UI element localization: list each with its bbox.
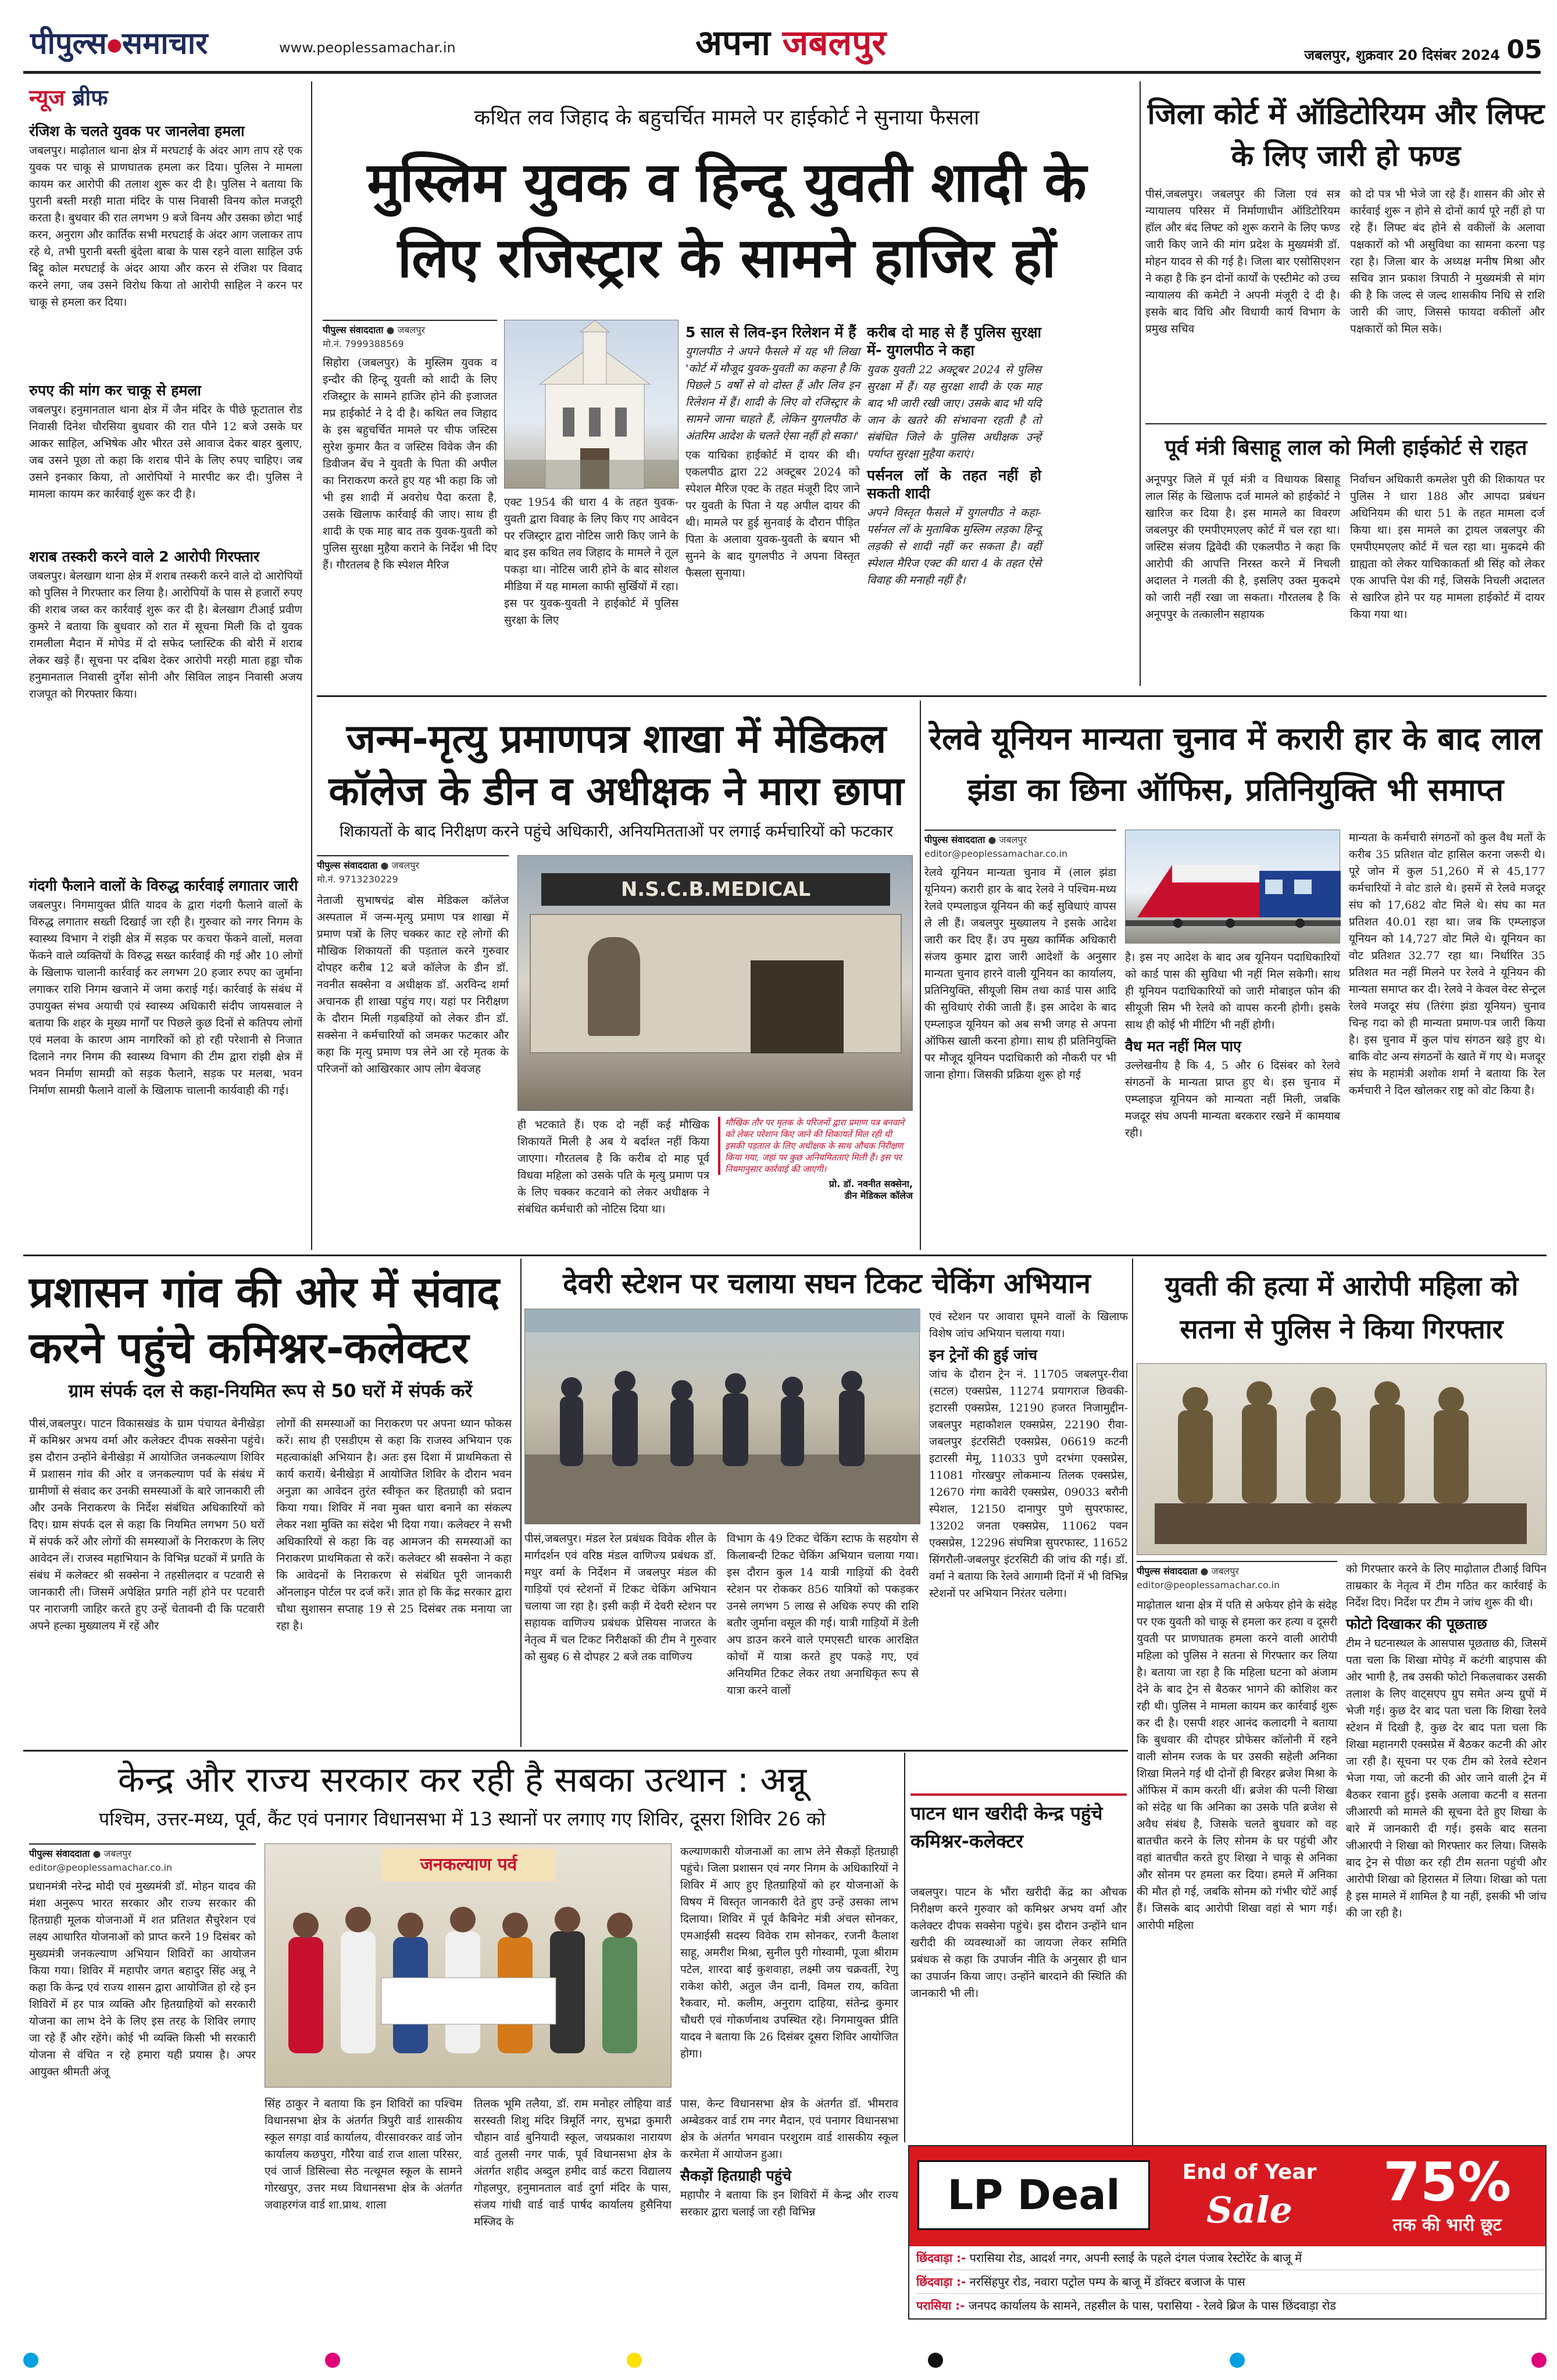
ad-address-line [916,2246,1545,2270]
story-body-col [517,1117,709,1248]
registration-dot-icon [627,2353,642,2368]
story-body-col [1145,186,1340,401]
story-byline: पीपुल्स संवाददाता ● जबलपुर editor@peoplessamachar.co.in [924,830,1116,861]
story-text: युवक युवती 22 अक्टूबर 2024 से पुलिस सुरक्षा में हैं। यह सुरक्षा शादी के एक माह बाद भी जारी रखी जाए। उसके बाद भी यदि जान के खतरे की संभावना रहती है तो संबंधित जिले के पुलिस अधीक्षक उन्हें पर्याप्त सुरक्षा मुहैया कराएं। [867,363,1041,460]
story-body-col [524,1531,716,1743]
dateline: जबलपुर, शुक्रवार 20 दिसंबर 2024 [1304,47,1500,63]
quote-author [718,1178,913,1202]
story-body-col [727,1531,919,1743]
story-body-col [276,1416,512,1741]
train-locomotive-photo [1125,830,1340,944]
story-subhead: इन ट्रेनों की हुई जांच [929,1346,1038,1363]
story-text: पीसं,जबलपुर। पाटन विकासखंड के ग्राम पंचायत बेनीखेड़ा में कमिश्नर अभय वर्मा और कलेक्टर दीपक सक्सेना पहुंचे। इस दौरान उन्होंने बेनीखेड़ा में आयोजित जनकल्याण शिविर में प्रशासन गांव की ओर व जनकल्याण पर्व के संबंध में ग्रामीणों से संवाद कर उनकी समस्याओं के बारे जानकारी ली और उनके निराकरण के निर्देश संबंधित अधिकारियों को दिए। ग्राम संपर्क दल से कहा कि नियमित लगभग 50 घरों में संपर्क करें और लोगों की समस्याओं के निराकरण के लिए आवेदन लें। राजस्व महाभियान के विभिन्न घटकों में प्रगति के संबंध में कलेक्टर श्री सक्सेना ने तहसीलदार व पटवारी से जानकारी ली। जिसमें अपेक्षित प्रगति नहीं होने पर पटवारी पर नाराजगी जाहिर करते हुए उन्हें चेतावनी दी कि पटवारी अपने हल्का मुख्यालय में रहें और [29,1417,265,1632]
byline-phone: मो.नं. 9713230229 [317,874,398,885]
story-text: सिहोरा (जबलपुर) के मुस्लिम युवक व इन्दौर की हिन्दू युवती को शादी के लिए रजिस्ट्रार के सामने हाजिर होने की इजाजत मप्र हाईकोर्ट ने दे दी है। कथित लव जिहाद के इस बहुचर्चित मामले पर चीफ जस्टिस सुरेश कुमार कैत व जस्टिस विवेक जैन की डिवीजन बेंच ने युवती के पिता की अपील का निराकरण करते हुए यह भी कहा कि जो भी इस शादी में अवरोध पैदा करता है, उसके खिलाफ कार्रवाई की जाए। साथ ही शादी के एक माह बाद तक युवक-युवती को पुलिस सुरक्षा मुहैया कराने के निर्देश भी दिए हैं। गौरतलब है कि स्पेशल मैरिज [323,356,497,571]
story-body-col [685,320,860,669]
ticket-checking-photo [524,1309,920,1524]
story-text: मान्यता के कर्मचारी संगठनों को कुल वैध मतों के करीब 35 प्रतिशत वोट हासिल करना जरूरी थे। पूरे जोन में कुल 51,260 में से 45,177 कर्मचारियों ने वोट डाले थे। इसमें से रेलवे मजदूर संघ को 17,682 वोट मिले थे। संघ का मत प्रतिशत 40.01 रहा था। जब कि एम्प्लाइज यूनियन को 14,727 वोट मिले थे। यूनियन का वोट प्रतिशत 32.77 रहा था। निर्धारित 35 प्रतिशत मत नहीं मिलने पर रेलवे ने यूनियन की मान्यता समाप्त कर दी। रेलवे ने केवल वेस्ट सेन्ट्रल रेलवे मजदूर संघ (तिरंगा झंडा यूनियन) चुनाव चिन्ह गदा को ही मान्यता प्रमाण-पत्र जारी किया है। इस चुनाव में कुल पांच संगठन खड़े हुए थे। बाकि वोट अन्य संगठनों के खाते में गए थे। मजदूर संघ के महामंत्री अशोक शर्मा ने बताया कि रेल कर्मचारी ने दिल खोलकर राष्ट्र को वोट किया है। [1349,831,1545,1097]
story-subhead: करीब दो माह से हैं पुलिस सुरक्षा में- युगलपीठ ने कहा [867,324,1041,359]
story-headline: प्रशासन गांव की ओर में संवाद करने पहुंचे कमिश्नर-कलेक्टर [29,1267,500,1373]
story-text: निर्वाचन अधिकारी कमलेश पुरी की शिकायत पर पुलिस ने धारा 188 और आपदा प्रबंधन अधिनियम की धारा 51 के तहत मामला दर्ज किया था। इस मामले का ट्रायल जबलपुर की एमपीएमएलए कोर्ट में चल रहा था। मुकदमे की ग्राह्यता को लेकर याचिकाकर्ता श्री सिंह को लेकर एक आपत्ति पेश की गई, जिसके निचली अदालत से खारिज होने पर यह मामला हाईकोर्ट में दायर किया गया था। [1350,473,1545,621]
masthead-rule [23,71,1541,74]
ad-address-list [909,2246,1545,2318]
story-body-col [323,355,497,669]
section-divider [317,695,1547,697]
brand-dot-icon: ● [106,35,122,55]
ad-address-city: परासिया :- [916,2299,965,2313]
story-text: सिंह ठाकुर ने बताया कि इन शिविरों का पश्चिम विधानसभा क्षेत्र के अंतर्गत त्रिपुरी वार्ड शासकीय स्कूल सगड़ा वार्ड कार्यालय, वीरसावरकर वार्ड जोन कार्यालय कछपुरा, गौरैया वार्ड राज शाला परिसर, एवं जार्ज डिसिल्वा सेठ नत्थूमल स्कूल के सामने गोरखपुर, उत्तर मध्य विधानसभा क्षेत्र के अंतर्गत जवाहरगंज वार्ड शा.प्राथ. शाला [265,2097,462,2211]
registration-dot-icon [1230,2353,1245,2368]
story-byline: पीपुल्स संवाददाता ● जबलपुर मो.नं. 9713230229 [317,855,509,887]
story-former-minister [1145,427,1547,686]
story-headline: देवरी स्टेशन पर चलाया सघन टिकट चेकिंग अभियान [563,1267,1091,1300]
story-text: माढ़ोताल थाना क्षेत्र में पति से अफेयर होने के संदेह पर एक युवती को चाकू से हमला कर हत्या व दूसरी युवती पर प्राणघातक हमला करने वाली आरोपी महिला को पुलिस ने सतना से गिरफ्तार कर लिया है। बताया जा रहा है कि महिला घटना को अंजाम देने के बाद ट्रेन से बैठकर भागने की कोशिश कर रही थी। पुलिस ने मामला कायम कर कार्रवाई शुरू कर दी है। एसपी शहर आनंद कलादगी ने बताया कि बुधवार की दोपहर प्रोफेसर कॉलोनी में रहने वाली सोनम रजक के घर उसकी सहेली अनिका शिखा मिलने गई थी दोनों ही बिरहर ब्रजेश मिश्रा के ऑफिस में काम करती थीं। ब्रजेश की पत्नी शिखा को संदेह था कि अनिका का उसके पति ब्रजेश से अवैध संबंध है, जिसके चलते बुधवार को वह बातचीत करने के लिए सोनम के घर पहुंची और वहां बातचीत करते हुए शिखा ने चाकू से अनिका और सोनम पर हमला कर दिया। हमले में अनिका की मौत हो गई, जबकि सोनम को गंभीर चोटें आई हैं। जिसके बाद आरोपी शिखा वहां से भाग गई। आरोपी महिला [1137,1599,1337,1932]
story-murder-arrest [1137,1259,1547,2259]
story-text: अनूपपुर जिले में पूर्व मंत्री व विधायक बिसाहू लाल सिंह के खिलाफ दर्ज मामले को हाईकोर्ट ने खारिज कर दिया है। इस मामले का विवरण जबलपुर की एमपीएमएलए कोर्ट में चल रहा था। जस्टिस संजय द्विवेदी की एकलपीठ ने कहा कि आरोपी की आपत्ति निरस्त करने में निचली अदालत ने गलती की है, इसलिए उक्त मुकदमे को जारी नहीं रखा जा सकता। गौरतलब है कि अनूपपुर के तत्कालीन सहायक [1145,473,1340,621]
registration-dot-icon [1531,2353,1547,2368]
registration-dot-icon [325,2353,340,2368]
byline-city: जबलपुर [397,324,426,335]
section-title [663,20,919,66]
building-illustration [505,320,679,489]
story-text: एक्ट 1954 की धारा 4 के तहत युवक-युवती द्वारा विवाह के लिए किए गए आवेदन पर रजिस्ट्रार द्वारा नोटिस जारी किए जाने के बाद इस कथित लव जिहाद के मामले ने तूल पकड़ा था। नोटिस जारी होने के बाद सोशल मीडिया में यह मामला काफी सुर्खियों में रहा। इस पर युवक-युवती ने हाईकोर्ट में पुलिस सुरक्षा के लिए [504,496,678,627]
story-text: पीसं,जबलपुर। मंडल रेल प्रबंधक विवेक शील के मार्गदर्शन एवं वरिष्ठ मंडल वाणिज्य प्रबंधक डॉ. मधुर वर्मा के निर्देशन में जबलपुर मंडल की गाड़ियों एवं स्टेशनों में टिकट चेकिंग अभियान चलाया जा रहा है। इसी कड़ी में देवरी स्टेशन पर सहायक वाणिज्य प्रबंधक प्रेसियस नाजरत के नेतृत्व में चल टिकट निरीक्षकों की टीम ने गुरुवार को सुबह 6 से दोपहर 2 बजे तक वाणिज्य [524,1532,716,1663]
story-text: लोगों की समस्याओं का निराकरण पर अपना ध्यान फोकस करें। साथ ही एसडीएम से कहा कि राजस्व अभियान एक महत्वाकांक्षी अभियान है। अतः इस दिशा में प्राथमिकता से कार्य करायें। बेनीखेड़ा में आयोजित शिविर के दौरान भवन अनुज्ञा का आवेदन तुरंत स्वीकृत कर हितग्राही को प्रदान किया गया। शिविर में नवा मुक्त धारा बनाने का संकल्प लेकर नशा मुक्ति का संदेश भी दिया गया। कलेक्टर ने सभी अधिकारियों से कहा कि वह आमजन की समस्याओं का निराकरण प्राथमिकता से करें। कलेक्टर श्री सक्सेना ने कहा कि आवेदनों के निराकरण से संबंधित पूरी जानकारी ऑनलाइन पोर्टल पर दर्ज करें। ज्ञात हो कि केंद्र सरकार द्वारा चौथा सुशासन सप्ताह 19 से 25 दिसंबर तक मनाया जा रहा है। [276,1417,512,1632]
story-text: को गिरफ्तार करने के लिए माढ़ोताल टीआई विपिन ताम्रकार के नेतृत्व में टीम गठित कर कार्रवाई के निर्देश दिए। निर्देश पर टीम ने जांच शुरू की थी। [1346,1563,1547,1609]
story-ticket-checking [524,1259,1129,1747]
photo-bust-statue [588,937,640,1036]
ad-title: LP Deal [947,2171,1120,2219]
camp-banner-text: जनकल्याण पर्व [420,1854,517,1875]
college-sign [541,873,890,906]
story-text: को दो पत्र भी भेजे जा रहे हैं। शासन की ओर से कार्रवाई शुरू न होने से दोनों कार्य पूरे नहीं हो पा रहे हैं। लिफ्ट बंद होने से वकीलों के अलावा पक्षकारों को भी असुविधा का सामना करना पड़ रहा है। जिला बार के अध्यक्ष मनीष मिश्रा और सचिव ज्ञान प्रकाश त्रिपाठी ने मुख्यमंत्री से मांग की है कि जल्द से जल्द शासकीय निधि से राशि जारी की जाए, जिससे फायदा वकीलों और पक्षकारों को मिल सके। [1350,188,1545,335]
story-byline: पीपुल्स संवाददाता ● जबलपुर मो.नं. 7999388569 [323,320,497,351]
quote-author-name: प्रो. डॉ. नवनीत सक्सेना, [829,1178,913,1189]
ad-address-text: जनपद कार्यालय के सामने, तहसील के पास, परासिया - रेलवे ब्रिज के पास छिंदवाड़ा रोड [968,2299,1336,2313]
story-subhead: सैकड़ों हितग्राही पहुंचे [680,2167,792,2184]
story-subhead: वैध मत नहीं मिल पाए [1125,1038,1241,1055]
story-body-col [29,1878,256,2256]
story-body-col [1145,471,1340,681]
story-body-col [1350,186,1545,401]
news-brief-column [23,81,308,1250]
ad-address-city: छिंदवाड़ा :- [916,2251,966,2265]
ad-address-line [916,2294,1545,2317]
story-body-col [680,1843,898,2093]
ad-tag-line1: End of Year [1182,2160,1317,2184]
quote-author-title: डीन मेडिकल कॉलेज [844,1190,913,1201]
story-body-col [265,2096,462,2256]
brand-name-2: समाचार [122,26,208,61]
section-label: अपना [695,23,770,63]
story-text: एक याचिका हाईकोर्ट में दायर की थी। एकलपीठ द्वारा 22 अक्टूबर 2024 को स्पेशल मैरिज एक्ट के तहत मंजूरी दिए जाने पर युवती के पिता ने यह अपील दायर की थी। मामले पर हुई सुनवाई के दौरान पीड़ित पिता के अलावा युवक-युवती के बयान भी सुनने के बाद युगलपीठ ने अपना विस्तृत फैसला सुनाया। [685,449,860,580]
brief-text: जबलपुर। माढ़ोताल थाना क्षेत्र में मरघटाई के अंदर आग ताप रहे एक युवक पर चाकू से प्राणघातक हमला कर दिया। पुलिस ने मामला कायम कर आरोपी की तलाश शुरू कर दी है। पुलिस ने बताया कि पुरानी बस्ती मरही माता मंदिर के पास निवासी विनय कोल मजदूरी करता है। बुधवार की रात लगभग 9 बजे विनय और उसका छोटा भाई करन, अनुराग और कार्तिक सभी मरघटाई के अंदर आग जलाकर ताप रहे थे, तभी पुरानी बस्ती बुंदेला बाबा के पास रहने वाला साहिल उर्फ बिट्टू कोल मरघटाई के अंदर आया और करन से रंजिश पर विवाद करने लगा, जब उसने विरोध किया तो आरोपी साहिल ने करन पर चाकू से हमला कर दिया। [29,144,302,309]
column-divider [1140,81,1141,686]
story-body-col [924,864,1116,1248]
ad-address-text: नरसिंहपुर रोड, नवारा पट्रोल पम्प के बाजू में डॉक्टर बजाज के पास [969,2275,1245,2289]
story-commissioner-village [23,1259,517,1747]
brief-item [29,378,302,541]
brief-text: जबलपुर। हनुमानताल थाना क्षेत्र में जैन मंदिर के पीछे फूटाताल रोड निवासी दिनेश चौरसिया बुधवार की रात पौने 12 बजे उसके घर आकर साहिल, अभिषेक और भीरत उसे आवाज देकर बाहर बुलाए, जब उसने पूछा तो कहा कि शराब पीने के लिए रुपए चाहिए। जब उसने इनकार किया, तो आरोपियों ने मारपीट कर दी। पुलिस ने मामला कायम कर कार्रवाई शुरू कर दी है। [29,403,302,501]
byline-email[interactable]: editor@peoplessamachar.co.in [29,1862,173,1873]
byline-name: पीपुल्स संवाददाता [924,834,985,845]
story-paddy-procurement [908,1753,1129,2142]
byline-name: पीपुल्स संवाददाता [323,324,384,335]
news-brief-label [29,81,203,116]
byline-email[interactable]: editor@peoplessamachar.co.in [924,848,1068,859]
section-city: जबलपुर [782,23,886,63]
byline-name: पीपुल्स संवाददाता [1137,1566,1198,1577]
story-railway-union [924,701,1547,1250]
ad-sale-tag [1165,2158,1334,2239]
story-text: युगलपीठ ने अपने फैसले में यह भी लिखा 'कोर्ट में मौजूद युवक-युवती का कहना है कि पिछले 5 वर्षों से वो दोस्त हैं और लिव इन रिलेशन में हैं। शादी के लिए वो रजिस्ट्रार के सामने जाना चाहते हैं, लेकिन युगलपीठ के अंतरिम आदेश के चलते ऐसा नहीं हो सका।' [685,345,860,442]
ad-percent: 75% [1383,2151,1512,2213]
dean-quote-box [718,1117,913,1248]
story-subhead: पर्सनल लॉ के तहत नहीं हो सकती शादी [867,467,1041,502]
lp-deal-advertisement[interactable] [908,2145,1547,2320]
column-divider [520,1259,522,1747]
story-annu-welfare [23,1753,901,2259]
brief-title: शराब तस्करी करने वाले 2 आरोपी गिरफ्तार [29,548,260,565]
section-divider [1145,423,1547,424]
story-text: कल्याणकारी योजनाओं का लाभ लेने सैकड़ों हितग्राही पहुंचे। जिला प्रशासन एवं नगर निगम के अधिकारियों ने शिविर में आए हुए हितग्राहियों को हर योजनाओं के विषय में विस्तृत जानकारी देते हुए उन्हें उसका लाभ दिलाया। शिविर में पूर्व कैबिनेट मंत्री अंचल सोनकर, एमआईसी सदस्य विवेक राम सोनकर, रजनी कैलाश साहू, अमरीश मिश्रा, सुनील पुरी गोस्वामी, पूजा श्रीराम पटेल, शारदा बाई कुशवाहा, लक्ष्मी जय चक्रवर्ती, रेणु राकेश कोरी, अतुल जैन दानी, विमल राय, कविता रैकवार, मो. कलीम, अनुराग दाहिया, संतेन्द्र कुमार चौधरी एवं गोकर्णनाथ उपस्थित रहे। निगमायुक्त प्रीति यादव ने बताया कि 26 दिसंबर दूसरा शिविर आयोजित होगा। [680,1845,898,2060]
page-number: 05 [1506,35,1542,65]
story-byline: पीपुल्स संवाददाता ● जबलपुर editor@peoplessamachar.co.in [1137,1561,1337,1592]
story-headline: मुस्लिम युवक व हिन्दू युवती शादी के लिए रजिस्ट्रार के सामने हाजिर हों [367,151,1087,290]
story-text: पीसं,जबलपुर। जबलपुर की जिला एवं सत्र न्यायालय परिसर में निर्माणाधीन ऑडिटोरियम हॉल और बंद लिफ्ट को शुरू कराने के लिए फण्ड जारी किए जाने की मांग प्रदेश के मुख्यमंत्री डॉ. मोहन यादव से की गई है। जिला बार एसोसिएशन ने कहा है कि इन दोनों कार्यों के एस्टीमेट को उच्च न्यायालय की कमेटी ने अपनी मंजूरी दे दी है। इसके बाद विधि और विधायी कार्य विभाग के प्रमुख सचिव [1145,188,1340,335]
website-url[interactable]: www.peoplessamachar.in [279,40,456,56]
brief-label-2: ब्रीफ [72,85,108,110]
story-body-col [474,2096,672,2256]
story-deck: ग्राम संपर्क दल से कहा-नियमित रूप से 50 घरों में संपर्क करें [68,1381,473,1402]
highcourt-building-photo [504,320,678,488]
story-text: नेताजी सुभाषचंद्र बोस मेडिकल कॉलेज अस्पताल में जन्म-मृत्यु प्रमाण पत्र शाखा में प्रमाण पत्रों के लिए चक्कर काट रहे लोगों की मौखिक शिकायतों की पड़ताल करने गुरुवार दोपहर करीब 12 बजे कॉलेज के डीन डॉ. नवनीत सक्सेना व अधीक्षक डॉ. अरविन्द शर्मा अचानक ही शाखा पहुंच गए। यहां पर निरीक्षण के दौरान मिली गड़बड़ियों को लेकर डीन डॉ. सक्सेना ने कर्मचारियों को जमकर फटकार और कहा कि मृत्यु प्रमाण पत्र लेने आ रहे मृतक के परिजनों को आखिरकार आप लोग बेवजह [317,894,509,1075]
college-sign-text: N.S.C.B.MEDICAL [620,878,811,901]
story-subhead: फोटो दिखाकर की पूछताछ [1346,1616,1487,1632]
ad-subtitle: तक की भारी छूट [1392,2215,1502,2235]
ad-address-line [916,2270,1545,2294]
ad-tag-line2: Sale [1206,2189,1292,2231]
byline-name: पीपुल्स संवाददाता [29,1848,90,1859]
story-headline: युवती की हत्या में आरोपी महिला को सतना से पुलिस ने किया गिरफ्तार [1165,1270,1519,1345]
photo-building-block [530,914,902,1053]
story-text: पास, केन्ट विधानसभा क्षेत्र के अंतर्गत डॉ. भीमराव अम्बेडकर वार्ड राम नगर मैदान, एवं पनागर विधानसभा क्षेत्र के अंतर्गत भगवान परशुराम वार्ड शासकीय स्कूल करमेता में आयोजन हुआ। [680,2097,898,2161]
story-text: एवं स्टेशन पर आवारा घूमने वालों के खिलाफ विशेष जांच अभियान चलाया गया। [929,1310,1128,1340]
masthead [0,0,1557,77]
story-highcourt-marriage [317,81,1137,686]
brief-title: रंजिश के चलते युवक पर जानलेवा हमला [29,123,245,140]
medical-college-photo [517,855,913,1111]
story-kicker: कथित लव जिहाद के बहुचर्चित मामले पर हाईकोर्ट ने सुनाया फैसला [474,106,980,130]
story-sidebar [867,320,1041,669]
column-divider [920,701,921,1250]
welfare-camp-photo [265,1843,672,2088]
story-text: उल्लेखनीय है कि 4, 5 और 6 दिसंबर को रेलवे संगठनों के मान्यता प्राप्त हुए थे। इस चुनाव में एम्प्लाइज यूनियन को मान्यता नहीं मिली, जबकि मजदूर संघ अपनी मान्यता बरकरार रखने में कामयाब रही। [1125,1059,1340,1139]
brand-logo [30,23,274,64]
story-headline: केन्द्र और राज्य सरकार कर रही है सबका उत्थान : अन्नू [117,1760,807,1800]
story-text: तिलक भूमि तलैया, डॉ. राम मनोहर लोहिया वार्ड सरस्वती शिशु मंदिर त्रिमूर्ति नगर, सुभद्रा कुमारी चौहान वार्ड बुनियादी स्कूल, जयप्रकाश नारायण वार्ड तुलसी नगर पार्क, पूर्व विधानसभा क्षेत्र के अंतर्गत शहीद अब्दुल हमीद वार्ड कटरा विद्यालय गोहलपुर, हनुमानताल वार्ड दुर्गा मंदिर के पास, संजय गांधी वार्ड वार्ड पार्षद कार्यालय हुसैनिया मस्जिद के [474,2097,672,2228]
brand-name: पीपुल्स [30,26,107,61]
byline-city: जबलपुर [1211,1566,1240,1577]
story-medical-college [317,701,916,1250]
byline-name: पीपुल्स संवाददाता [317,860,378,871]
photo-doorway [751,960,844,1053]
story-body-col [910,1884,1127,2140]
brief-text: जबलपुर। निगमायुक्त प्रीति यादव के द्वारा गंदगी फैलाने वालों के विरुद्ध लगातार सख्ती दिखाई जा रही है। गुरुवार को नगर निगम के स्वास्थ्य विभाग ने रांझी क्षेत्र में सड़क पर कचरा फेंकने वालों, मलवा फेंकने वाले व्यक्तियों के विरुद्ध सख्त कार्रवाई की गई और 10 लोगों के खिलाफ चालानी कार्रवाई कर लगभग 20 हजार रुपए का जुर्माना लगाकर राशि निगम खजाने में जमा कराई गई। कार्रवाई के संबंध में उपायुक्त संभव अयाची एवं स्वास्थ्य अधिकारी संदीप जायसवाल ने बताया कि शहर के मुख्य मार्गों पर पिछले कुछ दिनों से कतिपय लोगों एवं मलवा के कारण आम नागरिकों को हो रही परेशानी से निजात दिलाने नगर निगम की स्वास्थ्य विभाग की टीम द्वारा रांझी क्षेत्र में भवन निर्माण सामग्री को सड़क फैलाने, सड़क पर मलबा, भवन निर्माण सामग्री फैलाने वालों के खिलाफ चालानी कार्यवाही की गई। [29,899,302,1097]
story-body-col [504,494,678,669]
brief-title: गंदगी फैलाने वालों के विरुद्ध कार्रवाई लगातार जारी [29,877,298,894]
story-body-col [929,1309,1128,1745]
story-text: अपने विस्तृत फैसले में युगलपीठ ने कहा- पर्सनल लॉ के मुताबिक मुस्लिम लड़का हिन्दू लड़की से शादी नहीं कर सकता है। वहीं स्पेशल मैरिज एक्ट की धारा 4 के तहत ऐसे विवाह की मनाही नहीं है। [867,506,1041,587]
byline-email[interactable]: editor@peoplessamachar.co.in [1137,1579,1280,1591]
story-body-col [1350,471,1545,681]
ad-logo-box [917,2160,1150,2230]
story-headline: पाटन धान खरीदी केन्द्र पहुंचे कमिश्नर-कलेक्टर [910,1793,1127,1881]
story-byline: पीपुल्स संवाददाता ● जबलपुर editor@peoplessamachar.co.in [29,1843,256,1875]
story-body-col [680,2096,898,2256]
train-illustration [1126,830,1341,944]
brief-label-1: न्यूज [29,85,65,110]
brief-item [29,544,302,870]
story-text: महापौर ने बताया कि इन शिविरों में केन्द्र और राज्य सरकार द्वारा चलाई जा रही विभिन्न [680,2189,898,2218]
camp-banner [381,1849,556,1881]
print-registration-strip [23,2349,1547,2372]
story-text: ही भटकाते हैं। एक दो नहीं कई मौखिक शिकायतें मिली है अब ये बर्दाश्त नहीं किया जाएगा। गौरतलब है कि करीब दो माह पूर्व विधवा महिला को उसके पति के मृत्यु प्रमाण पत्र के लिए चक्कर कटवाने को लेकर अधीक्षक ने संबंधित कर्मचारी को नोटिस दिया था। [517,1118,709,1216]
story-court-auditorium [1145,81,1547,407]
story-body-col [1349,830,1545,1248]
section-divider [23,1255,1547,1256]
ad-discount [1351,2151,1543,2244]
story-text: रेलवे यूनियन मान्यता चुनाव में (लाल झंडा यूनियन) करारी हार के बाद रेलवे ने पश्चिम-मध्य रेलवे एम्पलाइज यूनियन की कई सुविधाएं वापस ले ली हैं। जबलपुर मुख्यालय ने इसके आदेश जारी कर दिए हैं। उप मुख्य कार्मिक अधिकारी संजय कुमार द्वारा जारी आदेशों के अनुसार मान्यता चुनाव हारने वाली यूनियन का कार्यालय, प्रतिनियुक्ति, सीयूजी सिम तथा कार्ड पास आदि की सुविधाएं रोकी जाती हैं। इस आदेश के बाद एम्प्लाइज यूनियन को अब सभी जगह से अपना ऑफिस खाली करना होगा। साथ ही प्रतिनियुक्ति पर मौजूद यूनियन पदाधिकारी को नौकरी पर भी जाना होगा। जिसकी प्रक्रिया शुरू हो गई [924,866,1116,1081]
story-text: टीम ने घटनास्थल के आसपास पूछताछ की, जिसमें पता चला कि शिखा मोपेड़ में कटंगी बाइपास की ओर भागी है, तब उसकी फोटो निकलवाकर उसकी तलाश के लिए वाट्सएप ग्रुप समेत अन्य ग्रुपों में भेजी गई। कुछ देर बाद पता चला कि शिखा रेलवे स्टेशन में दिखी है, कुछ देर बाद पता चला कि शिखा महानगरी एक्सप्रेस में बैठकर कटनी की ओर जा रही है। सूचना पर एक टीम को रेलवे स्टेशन भेजा गया, जो कटनी की ओर जाने वाली ट्रेन में बैठकर रवाना हुई। इसके अलावा कटनी व सतना जीआरपी को मामले की सूचना देते हुए शिखा के बारे में जानकारी दी गई। इसके बाद सतना जीआरपी ने शिखा को गिरफ्तार कर लिया। जिसके बाद ट्रेन से पीछा कर रही टीम सतना पहुंची और आरोपी शिखा को हिरासत में लिया। शिखा को पता है इस मामले में शामिल है या नहीं, इसकी भी जांच की जा रही है। [1346,1637,1547,1920]
story-body-col [1125,949,1340,1248]
story-text: जबलपुर। पाटन के भौंरा खरीदी केंद्र का औचक निरीक्षण करने गुरुवार को कमिश्नर अभय वर्मा और कलेक्टर दीपक सक्सेना पहुंचे। इस दौरान उन्होंने धान खरीदी की व्यवस्थाओं का जायजा लेकर समिति प्रबंधक से कहा कि उपार्जन नीति के अनुसार ही धान का उपार्जन किया जाए। उन्होंने बारदाने की स्थिति की जानकारी भी ली। [910,1886,1127,2000]
ad-address-city: छिंदवाड़ा :- [916,2275,966,2289]
crowd-illustration [525,1309,920,1524]
story-headline: जिला कोर्ट में ऑडिटोरियम और लिफ्ट के लिए जारी हो फण्ड [1147,97,1545,173]
story-headline: रेलवे यूनियन मान्यता चुनाव में करारी हार के बाद लाल झंडा का छिना ऑफिस, प्रतिनियुक्ति भी समाप्त [929,720,1542,808]
story-deck: पश्चिम, उत्तर-मध्य, पूर्व, कैंट एवं पनागर विधानसभा में 13 स्थानों पर लगाए गए शिविर, दूसरा शिविर 26 को [99,1808,826,1830]
byline-city: जबलपुर [999,834,1027,845]
brief-item [29,873,302,1245]
story-text: जांच के दौरान ट्रेन नं. 11705 जबलपुर-रीवा (सटल) एक्सप्रेस, 11274 प्रयागराज छिवकी-इटारसी एक्सप्रेस, 12190 हजरत निजामुद्दीन-जबलपुर महाकौशल एक्सप्रेस, 22190 रीवा-जबलपुर इंटरसिटी एक्सप्रेस, 06619 कटनी इटारसी मेमू, 11033 पुणे दरभंगा एक्सप्रेस, 11081 गोरखपुर लोकमान्य तिलक एक्सप्रेस, 12670 गंगा कावेरी एक्सप्रेस, 09033 बरौनी स्पेशल, 12150 दानापुर पुणे सुपरफास्ट, 13202 जनता एक्सप्रेस, 11062 पवन एक्सप्रेस, 12296 संघमित्रा सुपरफास्ट, 11652 सिंगरौली-जबलपुर इंटरसिटी की जांच की गई। डॉ. वर्मा ने बताया कि रेलवे आगामी दिनों में भी विभिन्न स्टेशनों पर अभियान निरंतर चलेगा। [929,1368,1128,1600]
brief-item [29,119,302,374]
byline-city: जबलपुर [391,860,420,871]
quote-text: मौखिक तौर पर मृतक के परिजनों द्वारा प्रमाण पत्र बनवाने को लेकर परेशान किए जाने की शिकायतें मिल रही थी इसकी पड़ताल के लिए अधीक्षक के साथ औचक निरीक्षण किया गया, जहां पर कुछ अनियमितताएं मिली हैं। इस पर नियमानुसार कार्रवाई की जाएगी। [718,1117,913,1175]
byline-city: जबलपुर [103,1848,132,1859]
brief-title: रुपए की मांग कर चाकू से हमला [29,382,201,399]
story-headline: पूर्व मंत्री बिसाहू लाल को मिली हाईकोर्ट से राहत [1165,436,1527,460]
story-body-col [317,892,509,1247]
ad-address-text: परासिया रोड, आदर्श नगर, अपनी स्लाई के पहले दंगल पंजाब रेस्टोरेंट के बाजू में [969,2251,1302,2265]
story-text: विभाग के 49 टिकट चेकिंग स्टाफ के सहयोग से किलाबन्दी टिकट चेकिंग अभियान चलाया गया। इस दौरान कुल 14 यात्री गाड़ियों की देवरी स्टेशन पर रोककर 856 यात्रियों को पकड़कर उनसे लगभग 5 लाख से अधिक रुपए की राशि बतौर जुर्माना वसूल की गई। यात्री गाड़ियों में डेली अप डाउन करने वाले एमएसटी धारक आरक्षित कोचों में यात्रा करते हुए पकड़े गए, एवं अनियमित टिकट लेकर तथा अनाधिकृत रूप से यात्रा करने वालों [727,1532,919,1697]
story-text: है। इस नए आदेश के बाद अब यूनियन पदाधिकारियों को कार्ड पास की सुविधा भी नहीं मिल सकेगी। साथ ही यूनियन पदाधिकारियों को जारी मोबाइल फोन की सीयूजी सिम भी रेलवे को वापस करनी होगी। इसके साथ ही कोई भी मीटिंग भी नहीं होगी। [1125,951,1340,1031]
story-deck: शिकायतों के बाद निरीक्षण करने पहुंचे अधिकारी, अनियमितताओं पर लगाई कर्मचारियों को फटकार [339,823,894,841]
column-divider [904,1753,905,2142]
police-press-photo [1137,1363,1547,1555]
story-text: प्रधानमंत्री नरेन्द्र मोदी एवं मुख्यमंत्री डॉ. मोहन यादव की मंशा अनुरूप भारत सरकार और राज्य सरकार की हितग्राही मूलक योजनाओं में शत प्रतिशत सैचुरेशन एवं लक्ष्य आधारित योजनाओं को प्राप्त करने 19 दिसंबर को मुख्यमंत्री जनकल्याण अभियान शिविरों का आयोजन किया गया। शिविर में महापौर जगत बहादुर सिंह अन्नू ने कहा कि केन्द्र एवं राज्य शासन द्वारा आयोजित हो रहे इन शिविरों में हर पात्र व्यक्ति और हितग्राहियों को सरकारी योजना का लाभ देने के लिए इस तरह के शिविर लगाए जा रहे हैं और रहेंगे। कोई भी व्यक्ति किसी भी सरकारी योजना से वंचित न रहे हमारा यही प्रयास है। अपर आयुक्त श्रीमती अंजू [29,1880,256,2078]
story-subhead: 5 साल से लिव-इन रिलेशन में हैं [685,324,856,341]
police-illustration [1137,1364,1547,1556]
story-body-col [29,1416,265,1741]
brief-text: जबलपुर। बेलखाग थाना क्षेत्र में शराब तस्करी करने वाले दो आरोपियों को पुलिस ने गिरफ्तार कर लिया है। आरोपियों के पास से हजारों रुपए की शराब जब्त कर कार्रवाई शुरू कर दी है। बेलखाग टीआई प्रवीण कुमरे ने बताया कि बुधवार को रात में सूचना मिली कि दो युवक रामलीला मैदान में मोपेड में दो सफेद प्लास्टिक की बोरी में शराब लेकर खड़े हैं। सूचना पर दबिश देकर आरोपी मरही माता हड्डा चौक हनुमानताल निवासी दुर्गेश सोनी और सिविल लाइन निवासी अजय राजपूत को गिरफ्तार किया। [29,570,302,701]
column-divider [1132,1259,1133,2259]
story-headline: जन्म-मृत्यु प्रमाणपत्र शाखा में मेडिकल कॉलेज के डीन व अधीक्षक ने मारा छापा [328,716,904,814]
registration-dot-icon [23,2353,38,2368]
registration-dot-icon [928,2353,943,2368]
section-divider [23,1750,1128,1752]
column-divider [311,81,312,1250]
byline-phone: मो.नं. 7999388569 [323,338,404,349]
